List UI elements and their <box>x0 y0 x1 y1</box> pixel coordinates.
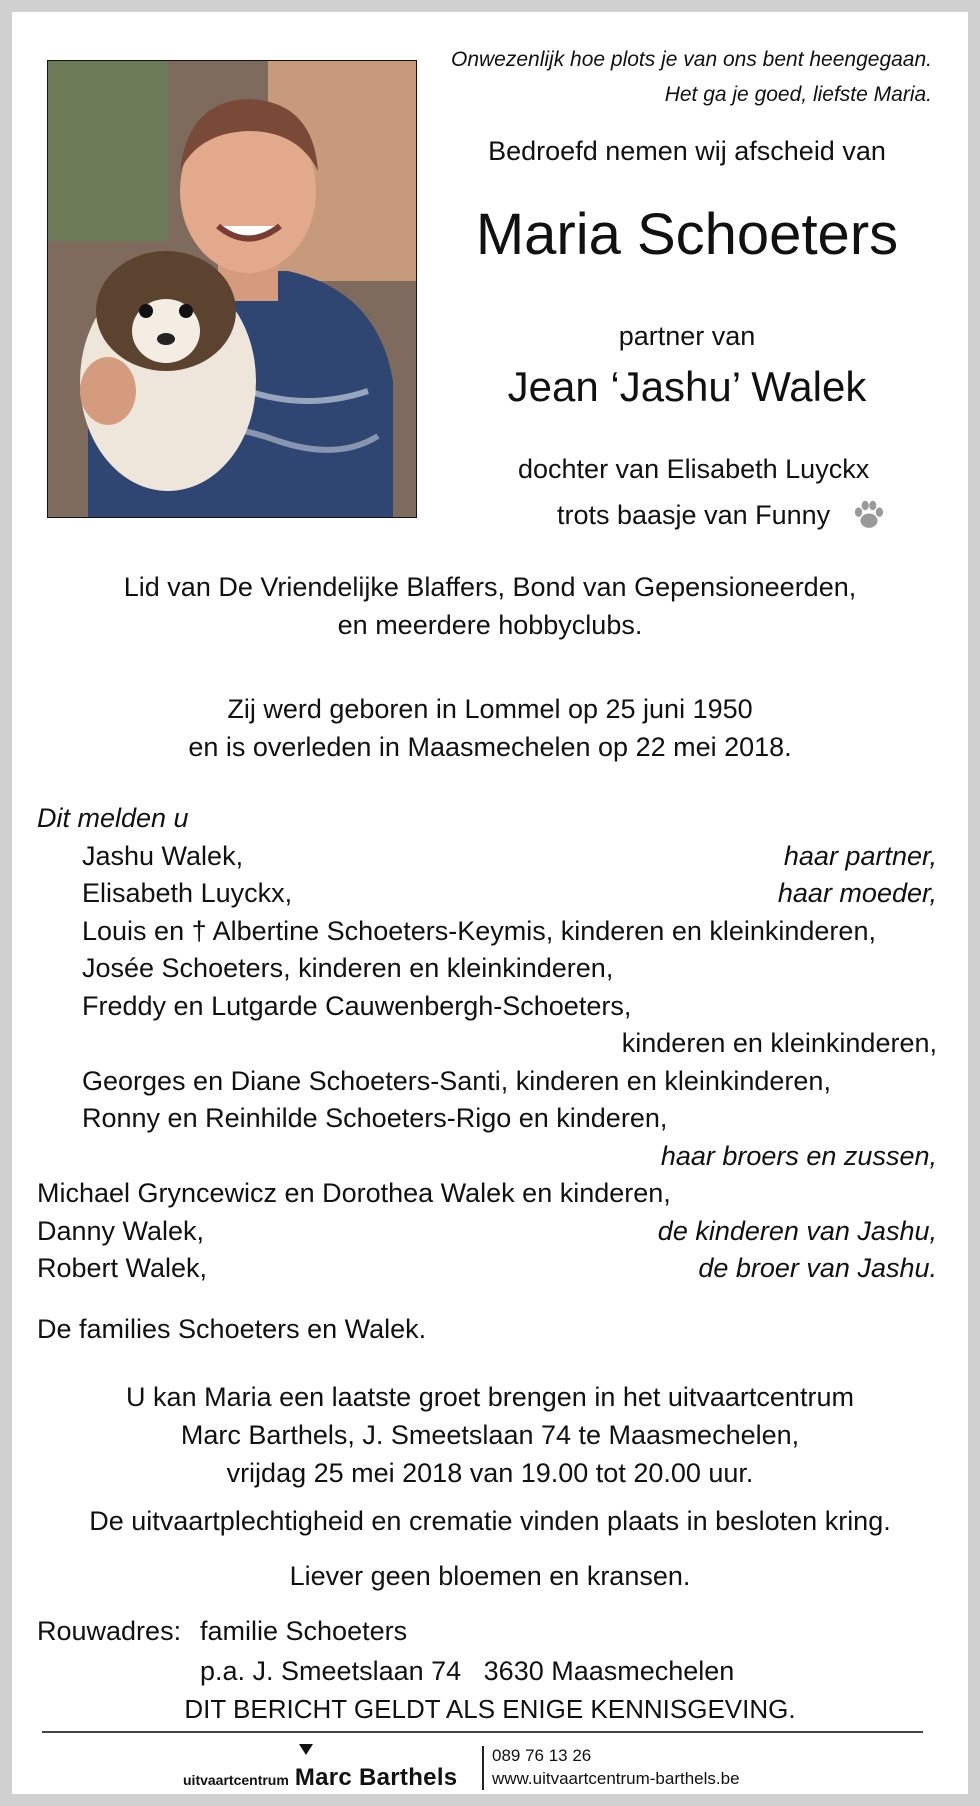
obituary-card <box>12 12 968 1794</box>
funeral-home-footer <box>12 1742 968 1792</box>
list-item <box>37 875 937 913</box>
funeral-home-brand: Marc Barthels <box>294 1764 458 1791</box>
announcer-name: Freddy en Lutgarde Cauwenbergh-Schoeters, <box>82 990 632 1021</box>
visitation-info <box>32 1378 948 1492</box>
list-item <box>37 838 937 876</box>
funeral-home-website: www.uitvaartcentrum-barthels.be <box>492 1769 740 1788</box>
announcers-list <box>37 800 937 1288</box>
membership-line-2: en meerdere hobbyclubs. <box>337 610 643 640</box>
opening-quote <box>451 42 932 112</box>
announcer-name: Jashu Walek, <box>82 840 244 871</box>
portrait-illustration <box>48 61 416 517</box>
proud-owner-text: trots baasje van Funny <box>557 500 831 530</box>
announcer-name: Danny Walek, <box>37 1215 205 1246</box>
footer-separator <box>482 1746 484 1790</box>
ceremony-info: De uitvaartplechtigheid en crematie vinden plaats in besloten kring. <box>89 1506 891 1536</box>
list-item <box>37 1138 937 1176</box>
funeral-home-logo <box>183 1764 457 1792</box>
portrait-photo <box>47 60 417 518</box>
list-item <box>37 1213 937 1251</box>
logo-triangle-icon <box>299 1744 313 1755</box>
birth-line: Zij werd geboren in Lommel op 25 juni 1950 <box>227 694 753 724</box>
list-item <box>37 950 937 988</box>
families-line: De families Schoeters en Walek. <box>37 1314 427 1344</box>
announcer-relation: kinderen en kleinkinderen, <box>621 1028 937 1058</box>
visit-line-1: U kan Maria een laatste groet brengen in het uitvaartcentrum <box>126 1382 854 1412</box>
funeral-home-phone: 089 76 13 26 <box>492 1746 592 1765</box>
mourning-address-name: familie Schoeters <box>200 1616 408 1646</box>
announcer-relation: haar moeder, <box>777 878 937 908</box>
announcer-relation: de broer van Jashu. <box>698 1253 937 1283</box>
list-item <box>37 1250 937 1288</box>
membership-line-1: Lid van De Vriendelijke Blaffers, Bond van Gepensioneerden, <box>123 572 857 602</box>
announcer-relation: haar broers en zussen, <box>660 1140 937 1171</box>
membership <box>32 568 948 644</box>
announcer-name: Georges en Diane Schoeters-Santi, kinderen en kleinkinderen, <box>82 1065 831 1096</box>
list-item <box>37 913 937 951</box>
list-item <box>37 1025 937 1063</box>
deceased-name: Maria Schoeters <box>475 202 899 267</box>
partner-label: partner van <box>618 321 756 351</box>
proud-owner-line <box>557 495 888 534</box>
announcer-name: Michael Gryncewicz en Dorothea Walek en kinderen, <box>37 1178 671 1208</box>
list-item <box>37 1063 937 1101</box>
announcer-name: Elisabeth Luyckx, <box>82 878 293 908</box>
mourning-address-line: p.a. J. Smeetslaan 74 3630 Maasmechelen <box>200 1656 735 1686</box>
announcer-relation: de kinderen van Jashu, <box>657 1215 937 1246</box>
announcer-relation: haar partner, <box>783 840 937 871</box>
notice-text: DIT BERICHT GELDT ALS ENIGE KENNISGEVING. <box>184 1694 796 1724</box>
announcer-name: Louis en † Albertine Schoeters-Keymis, kinderen en kleinkinderen, <box>82 915 876 946</box>
quote-line-1: Onwezenlijk hoe plots je van ons bent heengegaan. <box>450 48 932 71</box>
visit-line-3: vrijdag 25 mei 2018 van 19.00 tot 20.00 uur. <box>226 1458 754 1488</box>
daughter-of: dochter van Elisabeth Luyckx <box>518 454 870 484</box>
announcer-name: Robert Walek, <box>37 1253 208 1283</box>
no-flowers: Liever geen bloemen en kransen. <box>289 1561 691 1591</box>
list-item <box>37 1175 937 1213</box>
visit-line-2: Marc Barthels, J. Smeetslaan 74 te Maasmechelen, <box>180 1420 800 1450</box>
list-item <box>37 988 937 1026</box>
paw-icon <box>850 495 888 533</box>
mourning-address-label: Rouwadres: <box>37 1616 182 1646</box>
announcers-heading <box>37 800 937 838</box>
birth-death-dates <box>32 690 948 766</box>
death-line: en is overleden in Maasmechelen op 22 mei 2018. <box>188 732 792 762</box>
list-item <box>37 1100 937 1138</box>
footer-divider <box>42 1731 923 1733</box>
quote-line-2: Het ga je goed, liefste Maria. <box>664 83 932 106</box>
funeral-home-contact <box>492 1744 740 1790</box>
announcer-name: Josée Schoeters, kinderen en kleinkinderen, <box>82 953 614 983</box>
funeral-home-prefix: uitvaartcentrum <box>183 1772 289 1788</box>
announcer-name: Ronny en Reinhilde Schoeters-Rigo en kinderen, <box>82 1103 668 1133</box>
announcers-heading-text: Dit melden u <box>37 803 189 833</box>
partner-name: Jean ‘Jashu’ Walek <box>507 363 867 410</box>
intro-text: Bedroefd nemen wij afscheid van <box>488 136 886 166</box>
